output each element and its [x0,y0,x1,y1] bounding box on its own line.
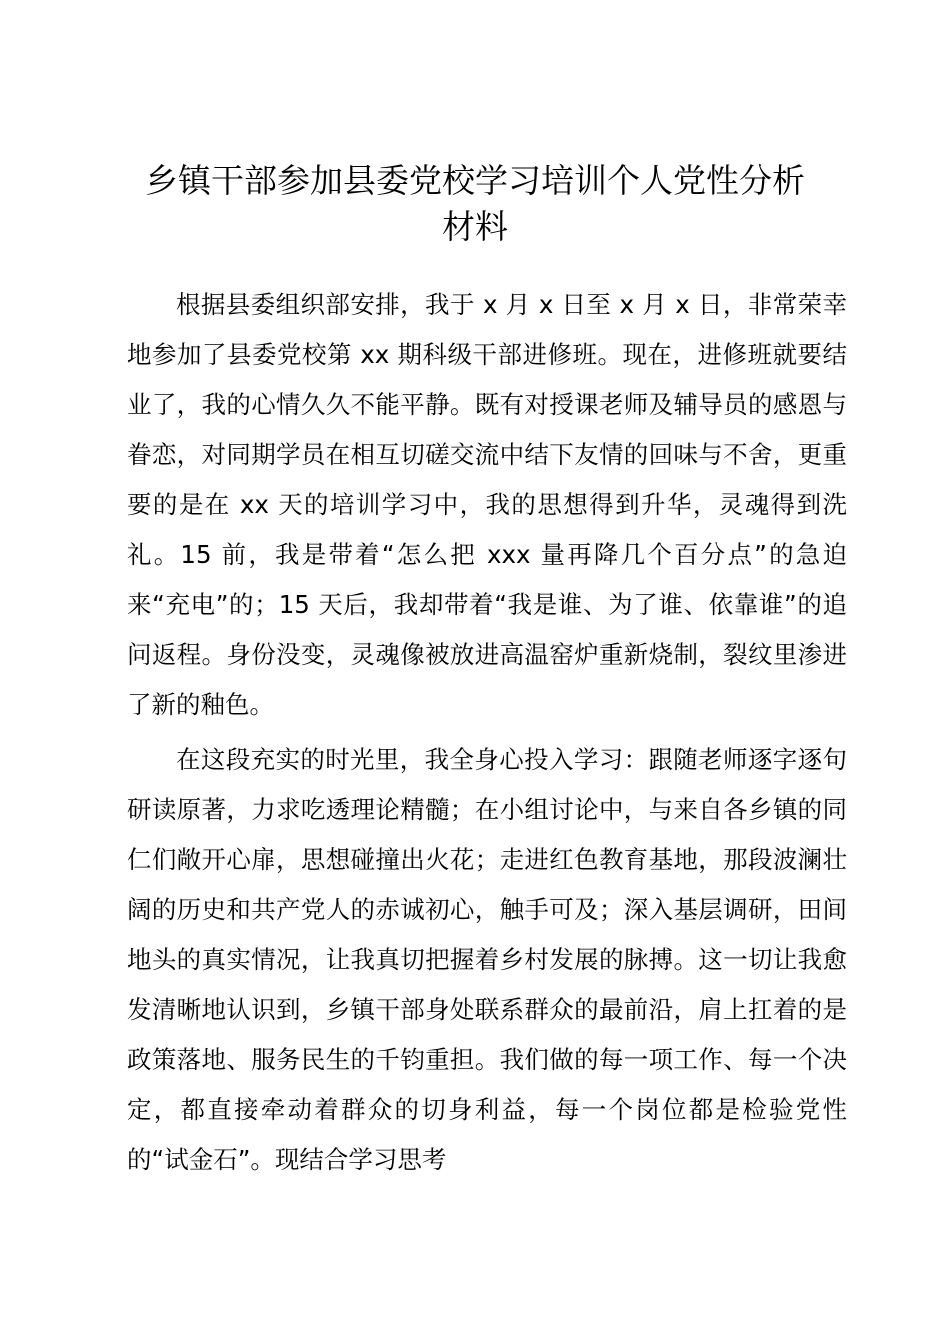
document-body [127,280,847,1190]
title-line-1: 乡镇干部参加县委党校学习培训个人党性分析 [145,161,805,200]
paragraph-1: 根据县委组织部安排，我于 x 月 x 日至 x 月 x 日，非常荣幸地参加了县委党校第 xx 期科级干部进修班。现在，进修班就要结业了，我的心情久久不能平静。既有对授课老师及辅导员的感恩与眷恋，对同期学员在相互切磋交流中结下友情的回味与不舍，更重要的是在 xx 天的培训学习中，我的思想得到升华，灵魂得到洗礼。15 前，我是带着“怎么把 xxx 量再降几个百分点”的急迫来“充电”的；15 天后，我却带着“我是谁、为了谁、依靠谁”的追问返程。身份没变，灵魂像被放进高温窑炉重新烧制，裂纹里渗进了新的釉色。 [127,290,847,719]
title-line-2: 材料 [442,207,508,246]
document-title [110,158,840,250]
paragraph-2: 在这段充实的时光里，我全身心投入学习：跟随老师逐字逐句研读原著，力求吃透理论精髓；在小组讨论中，与来自各乡镇的同仁们敞开心扉，思想碰撞出火花；走进红色教育基地，那段波澜壮阔的历史和共产党人的赤诚初心，触手可及；深入基层调研，田间地头的真实情况，让我真切把握着乡村发展的脉搏。这一切让我愈发清晰地认识到，乡镇干部身处联系群众的最前沿，肩上扛着的是政策落地、服务民生的千钧重担。我们做的每一项工作、每一个决定，都直接牵动着群众的切身利益，每一个岗位都是检验党性的“试金石”。现结合学习思考 [127,745,847,1174]
